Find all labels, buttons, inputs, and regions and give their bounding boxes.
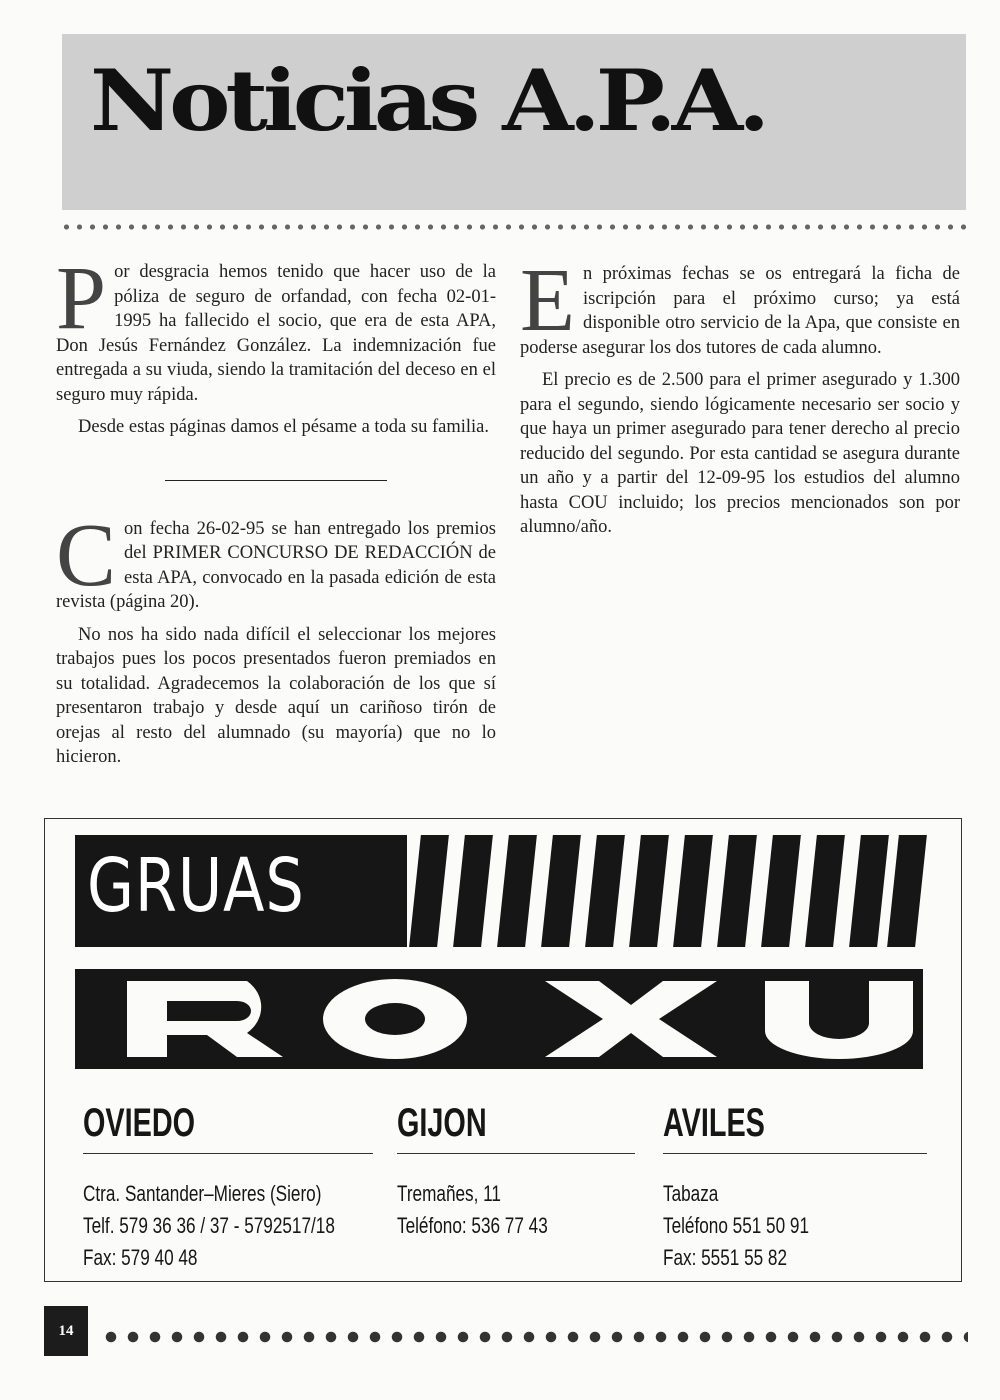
gruas-roxu-advertisement — [44, 818, 962, 1282]
section-divider — [165, 480, 387, 481]
phone-line: Telf. 579 36 36 / 37 - 5792517/18 — [83, 1213, 335, 1238]
fax-line: Fax: 579 40 48 — [83, 1245, 198, 1270]
office-oviedo — [83, 1101, 335, 1274]
city-name: AVILES — [663, 1101, 765, 1145]
article-seguro-para1: En próximas fechas se os entregará la ficha de iscripción para el próximo curso; ya está disponible otro servicio de la Apa, que consiste en poderse asegurar los dos tutores de cada alumno. — [520, 251, 960, 358]
dropcap-p: P — [56, 249, 107, 348]
office-gijon — [397, 1101, 637, 1242]
city-underline — [83, 1153, 373, 1154]
dotted-rule-top — [60, 222, 968, 232]
article-concurso-para1: Con fecha 26-02-95 se han entregado los premios del PRIMER CONCURSO DE REDACCIÓN de esta APA, convocado en la pasada edición de esta revista (página 20). — [56, 505, 496, 612]
dropcap-c: C — [56, 505, 117, 605]
office-aviles — [663, 1101, 903, 1274]
gruas-logo-block — [75, 835, 407, 947]
phone-line: Teléfono 551 50 91 — [663, 1213, 809, 1238]
article-orfandad-para2: Desde estas páginas damos el pésame a toda su familia. — [78, 417, 489, 437]
city-underline — [663, 1153, 927, 1154]
page-title: Noticias A.P.A. — [90, 50, 766, 150]
right-column — [520, 251, 960, 548]
city-name: OVIEDO — [83, 1101, 196, 1145]
city-underline — [397, 1153, 635, 1154]
fax-line: Fax: 5551 55 82 — [663, 1245, 788, 1270]
left-column — [56, 249, 496, 778]
article-seguro-para2: El precio es de 2.500 para el primer asegurado y 1.300 para el segundo, siendo lógicamente necesario ser socio y que haya un primer asegurado para tener derecho al precio reducido del segundo. Por esta cantidad se asegura durante un año y a partir del 12-09-95 los estudios del alumno hasta COU incluido; los precios mencionados son por alumno/año. — [520, 370, 960, 537]
address-line: Tremañes, 11 — [397, 1181, 501, 1206]
roxu-logo-graphic — [75, 969, 923, 1069]
article-concurso-para2: No nos ha sido nada difícil el seleccionar los mejores trabajos pues los pocos presentados fueron premiados en su totalidad. Agradecemos la colaboración de los que sí presentaron trabajo y desde aquí un cariñoso tirón de orejas al resto del alumnado (su mayoría) que no lo hicieron. — [56, 624, 496, 767]
gruas-logo-text: GRUAS — [87, 843, 305, 929]
phone-line: Teléfono: 536 77 43 — [397, 1213, 548, 1238]
roxu-logo — [75, 969, 923, 1069]
article-orfandad-para1: Por desgracia hemos tenido que hacer uso de la póliza de seguro de orfandad, con fecha 02-01-1995 ha fallecido el socio, que era de esta APA, Don Jesús Fernández González. La indemnización fue entregada a su viuda, siendo la tramitación del deceso en el seguro muy rápida. — [56, 249, 496, 405]
dotted-rule-bottom — [100, 1330, 968, 1344]
dropcap-e: E — [520, 251, 575, 350]
page-number: 14 — [44, 1306, 88, 1356]
address-line: Tabaza — [663, 1181, 719, 1206]
city-name: GIJON — [397, 1101, 487, 1145]
address-line: Ctra. Santander–Mieres (Siero) — [83, 1181, 322, 1206]
